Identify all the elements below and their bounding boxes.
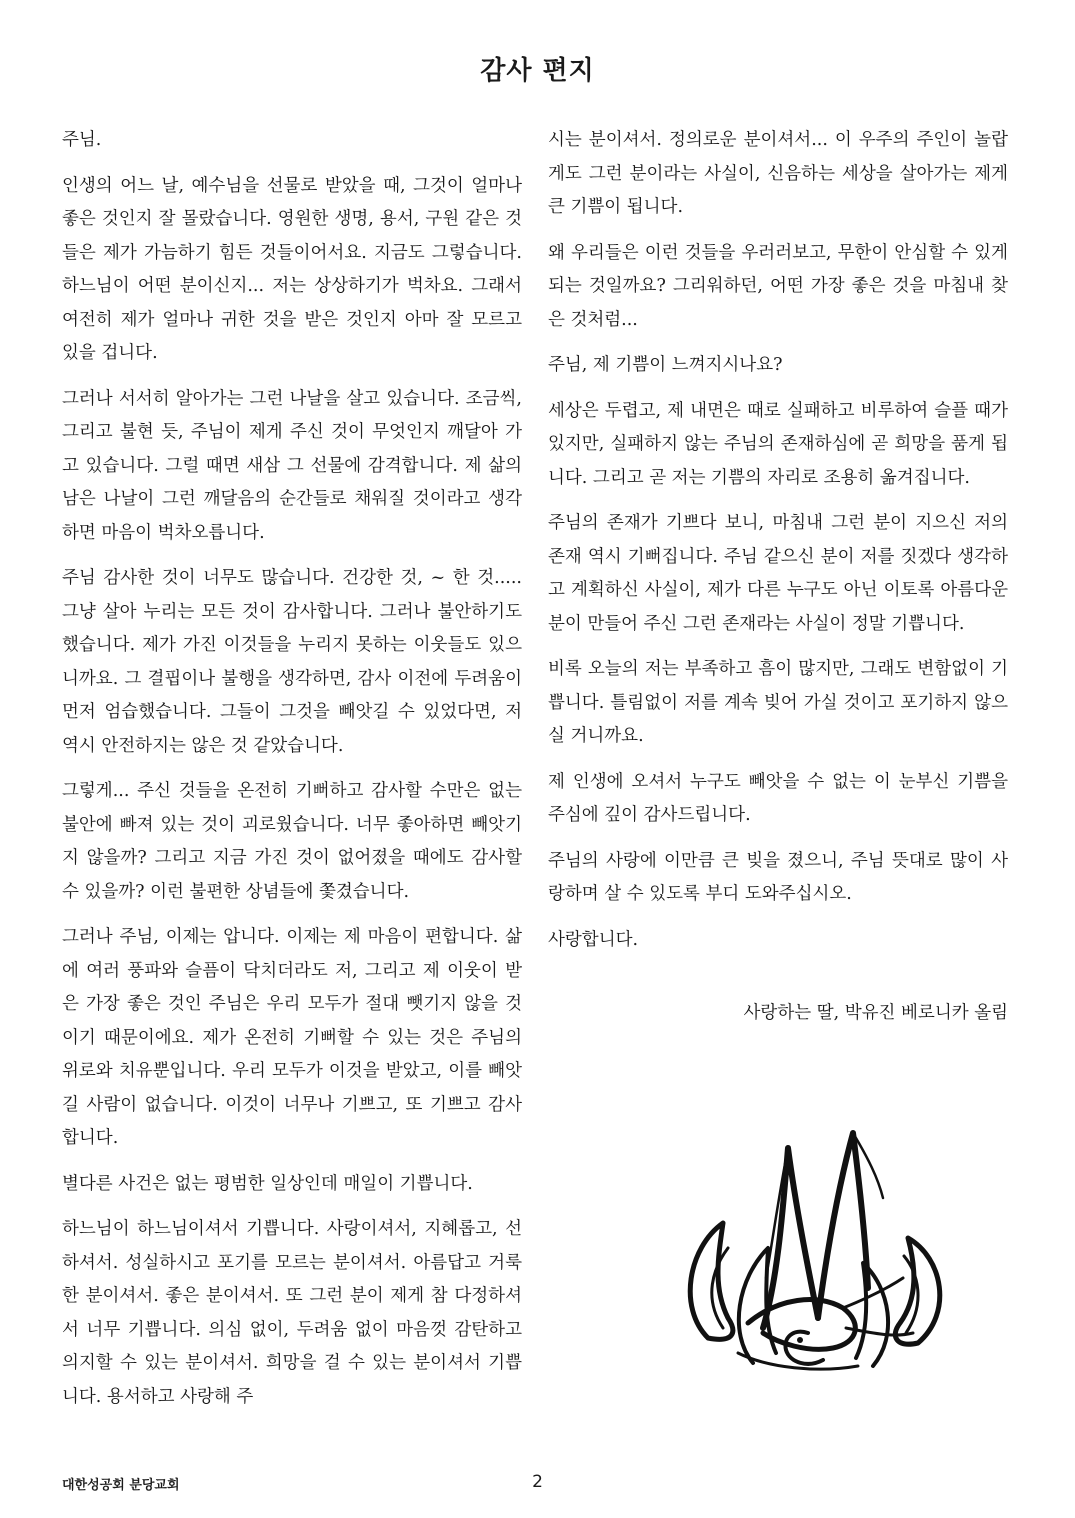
church-name: 대한성공회 분당교회 [62, 1478, 180, 1493]
signature: 사랑하는 딸, 박유진 베로니카 올림 [743, 1003, 1008, 1023]
letter-paragraph: 인생의 어느 날, 예수님을 선물로 받았을 때, 그것이 얼마나 좋은 것인지 잘 몰랐습니다. 영원한 생명, 용서, 구원 같은 것들은 제가 가늠하기 힘든 것들이어서요. 지금도 그렇습니다. 하느님이 어떤 분이신지... 저는 상상하기가 벅차요. 그래서 여전히 제가 얼마나 귀한 것을 받은 것인지 아마 잘 모르고 있을 겁니다. [62, 175, 522, 363]
page-title: 감사 편지 [480, 56, 595, 86]
letter-paragraph: 하느님이 하느님이셔서 기쁩니다. 사랑이셔서, 지혜롭고, 선하셔서. 성실하시고 포기를 모르는 분이셔서. 아름답고 거룩한 분이셔서. 좋은 분이셔서. 또 그런 분이 제게 참 다정하셔서 너무 기쁩니다. 의심 없이, 두려움 없이 마음껏 감탄하고 의지할 수 있는 분이셔서. 희망을 걸 수 있는 분이셔서 기쁩니다. 용서하고 사랑해 주 [62, 1219, 522, 1407]
letter-paragraph: 주님. [62, 130, 102, 150]
letter-paragraph: 시는 분이셔서. 정의로운 분이셔서... 이 우주의 주인이 놀랍게도 그런 분이라는 사실이, 신음하는 세상을 살아가는 제게 큰 기쁨이 됩니다. [548, 130, 1008, 217]
letter-paragraph: 비록 오늘의 저는 부족하고 흠이 많지만, 그래도 변함없이 기쁩니다. 틀림없이 저를 계속 빚어 가실 것이고 포기하지 않으실 거니까요. [548, 659, 1008, 746]
letter-paragraph: 주님, 제 기쁨이 느껴지시나요? [548, 355, 783, 375]
holy-spirit-dove-flame-icon [668, 1128, 958, 1378]
letter-paragraph: 제 인생에 오셔서 누구도 빼앗을 수 없는 이 눈부신 기쁨을 주심에 깊이 감사드립니다. [548, 771, 1008, 825]
letter-paragraph: 그렇게... 주신 것들을 온전히 기뻐하고 감사할 수만은 없는 불안에 빠져 있는 것이 괴로웠습니다. 너무 좋아하면 빼앗기지 않을까? 그리고 지금 가진 것이 없어졌을 때에도 감사할 수 있을까? 이런 불편한 상념들에 쫓겼습니다. [62, 781, 522, 902]
letter-paragraph: 주님 감사한 것이 너무도 많습니다. 건강한 것, ~ 한 것..... 그냥 살아 누리는 모든 것이 감사합니다. 그러나 불안하기도 했습니다. 제가 가진 이것들을 누리지 못하는 이웃들도 있으니까요. 그 결핍이나 불행을 생각하면, 감사 이전에 두려움이 먼저 엄습했습니다. 그들이 그것을 빼앗길 수 있었다면, 저 역시 안전하지는 않은 것 같았습니다. [62, 568, 522, 756]
letter-paragraph: 사랑합니다. [548, 929, 639, 950]
letter-paragraph: 별다른 사건은 없는 평범한 일상인데 매일이 기쁩니다. [62, 1173, 473, 1194]
letter-paragraph: 세상은 두렵고, 제 내면은 때로 실패하고 비루하여 슬플 때가 있지만, 실패하지 않는 주님의 존재하심에 곧 희망을 품게 됩니다. 그리고 곧 저는 기쁨의 자리로 조용히 옮겨집니다. [548, 400, 1008, 488]
letter-left-column [62, 124, 522, 1426]
letter-right-column [548, 124, 1008, 1043]
letter-paragraph: 그러나 서서히 알아가는 그런 나날을 살고 있습니다. 조금씩, 그리고 불현 듯, 주님이 제게 주신 것이 무엇인지 깨달아 가고 있습니다. 그럴 때면 새삼 그 선물에 감격합니다. 제 삶의 남은 나날이 그런 깨달음의 순간들로 채워질 것이라고 생각하면 마음이 벅차오릅니다. [62, 388, 522, 543]
letter-paragraph: 그러나 주님, 이제는 압니다. 이제는 제 마음이 편합니다. 삶에 여러 풍파와 슬픔이 닥치더라도 저, 그리고 제 이웃이 받은 가장 좋은 것인 주님은 우리 모두가 절대 뺏기지 않을 것이기 때문이에요. 제가 온전히 기뻐할 수 있는 것은 주님의 위로와 치유뿐입니다. 우리 모두가 이것을 받았고, 이를 빼앗길 사람이 없습니다. 이것이 너무나 기쁘고, 또 기쁘고 감사합니다. [62, 927, 522, 1148]
page-number: 2 [532, 1472, 543, 1492]
letter-paragraph: 주님의 사랑에 이만큼 큰 빚을 졌으니, 주님 뜻대로 많이 사랑하며 살 수 있도록 부디 도와주십시오. [548, 850, 1008, 904]
letter-paragraph: 왜 우리들은 이런 것들을 우러러보고, 무한이 안심할 수 있게 되는 것일까요? 그리워하던, 어떤 가장 좋은 것을 마침내 찾은 것처럼... [548, 242, 1008, 330]
letter-paragraph: 주님의 존재가 기쁘다 보니, 마침내 그런 분이 지으신 저의 존재 역시 기뻐집니다. 주님 같으신 분이 저를 짓겠다 생각하고 계획하신 사실이, 제가 다른 누구도 아닌 이토록 아름다운 분이 만들어 주신 그런 존재라는 사실이 정말 기쁩니다. [548, 513, 1008, 634]
